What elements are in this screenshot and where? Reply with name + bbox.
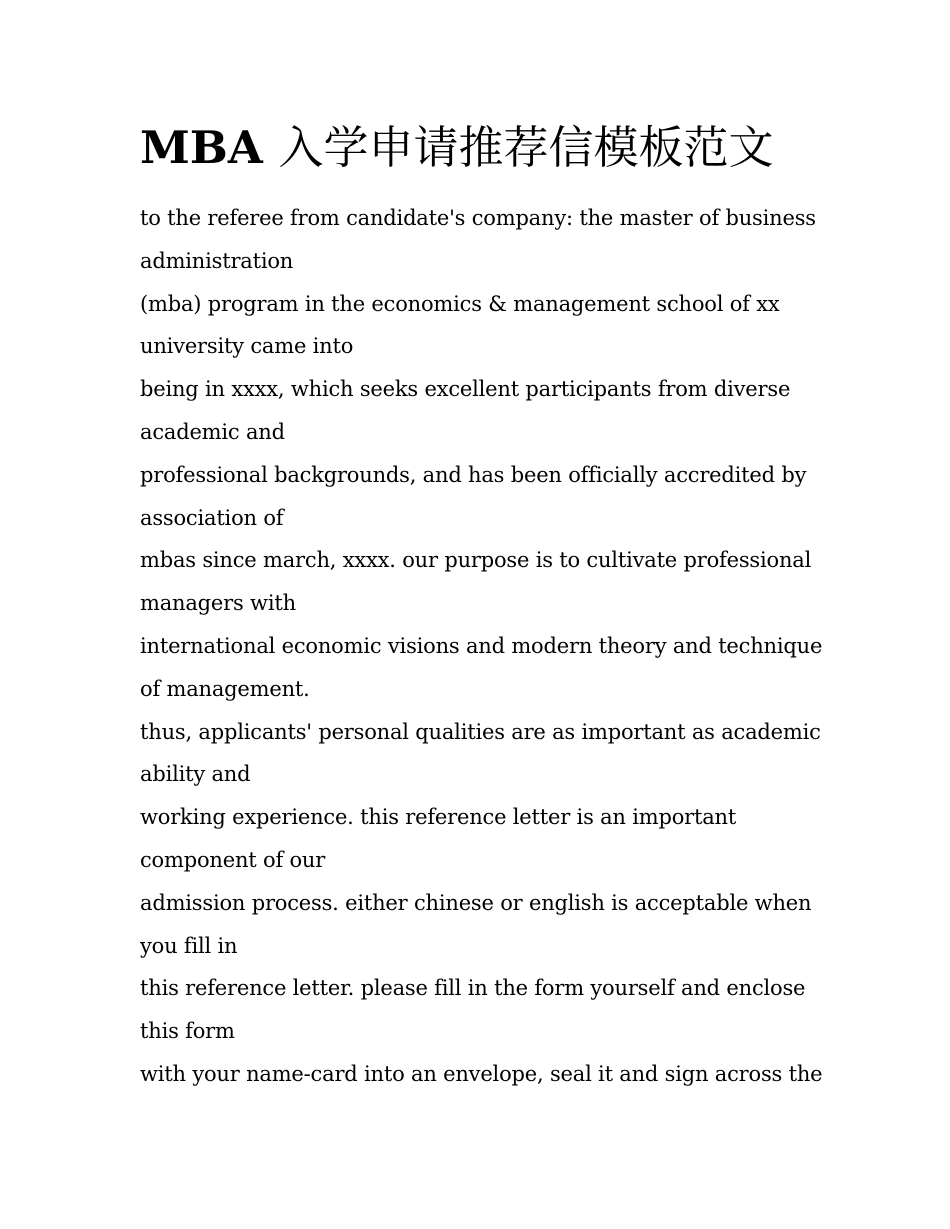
document-title-latin: MBA: [140, 121, 263, 174]
document-body: [140, 197, 823, 1096]
text-line: professional backgrounds, and has been officially accredited by: [140, 462, 807, 487]
text-line: university came into: [140, 334, 354, 359]
text-line: ability and: [140, 762, 251, 787]
document-title: [140, 118, 773, 178]
text-line: administration: [140, 248, 294, 273]
text-line: with your name-card into an envelope, seal it and sign across the: [140, 1061, 823, 1086]
text-line: component of our: [140, 847, 326, 872]
text-line: mbas since march, xxxx. our purpose is to cultivate professional: [140, 548, 812, 573]
text-line: managers with: [140, 591, 296, 616]
document-title-chinese: 入学申请推荐信模板范文: [278, 121, 774, 174]
text-line: thus, applicants' personal qualities are as important as academic: [140, 719, 821, 744]
text-line: this form: [140, 1019, 235, 1044]
text-line: of management.: [140, 676, 310, 701]
text-line: admission process. either chinese or english is acceptable when: [140, 890, 812, 915]
text-line: this reference letter. please fill in the form yourself and enclose: [140, 976, 806, 1001]
text-line: working experience. this reference letter is an important: [140, 805, 737, 830]
text-line: (mba) program in the economics & management school of xx: [140, 291, 780, 316]
text-line: to the referee from candidate's company: the master of business: [140, 206, 816, 230]
text-line: academic and: [140, 419, 285, 444]
text-line: you fill in: [140, 933, 238, 958]
text-line: being in xxxx, which seeks excellent participants from diverse: [140, 377, 791, 402]
text-line: association of: [140, 505, 284, 530]
text-line: international economic visions and modern theory and technique: [140, 633, 823, 658]
